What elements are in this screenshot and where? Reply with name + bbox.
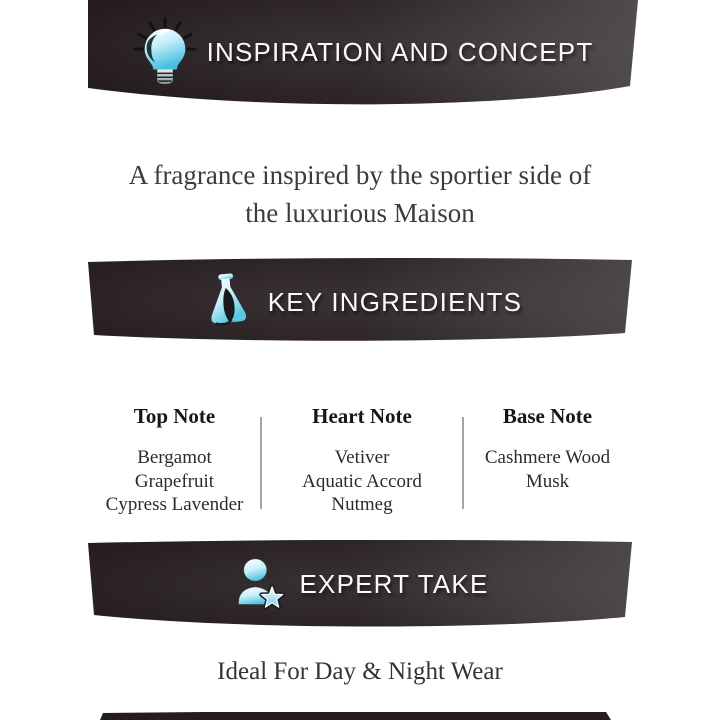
concept-text-line2: the luxurious Maison: [245, 198, 475, 228]
note-item: Grapefruit: [134, 470, 215, 492]
note-item: Aquatic Accord: [302, 470, 422, 492]
concept-text-line1: A fragrance inspired by the sportier side of: [128, 160, 592, 190]
note-item: Bergamot: [137, 447, 212, 468]
fragrance-notes: [88, 400, 632, 518]
next-section-banner-edge: [94, 712, 618, 720]
top-note-column: [88, 400, 261, 518]
expert-banner-content: [88, 540, 632, 628]
ingredients-banner-label: KEY INGREDIENTS: [267, 286, 523, 317]
expert-banner: [88, 540, 632, 632]
expert-banner-label: EXPERT TAKE: [299, 568, 489, 599]
note-item: Musk: [525, 470, 570, 492]
note-item: Cypress Lavender: [105, 494, 244, 515]
lightbulb-icon: [133, 16, 197, 88]
note-item: Nutmeg: [331, 494, 393, 515]
ingredients-banner-content: [88, 257, 632, 347]
person-star-icon: [231, 555, 287, 613]
top-note-title: Top Note: [133, 404, 216, 428]
inspiration-banner: [88, 0, 638, 112]
column-divider: [462, 417, 464, 509]
inspiration-banner-label: INSPIRATION AND CONCEPT: [206, 36, 594, 67]
heart-note-title: Heart Note: [312, 404, 412, 428]
flask-icon: [198, 271, 254, 333]
base-note-column: [463, 400, 632, 518]
inspiration-banner-content: [88, 8, 638, 96]
base-note-title: Base Note: [502, 404, 593, 428]
heart-note-column: [261, 400, 463, 518]
ingredients-banner: [88, 257, 632, 347]
note-item: Vetiver: [334, 447, 390, 468]
concept-text: [88, 156, 632, 232]
column-divider: [260, 417, 262, 509]
note-item: Cashmere Wood: [484, 447, 611, 468]
expert-take-text: Ideal For Day & Night Wear: [217, 658, 503, 685]
